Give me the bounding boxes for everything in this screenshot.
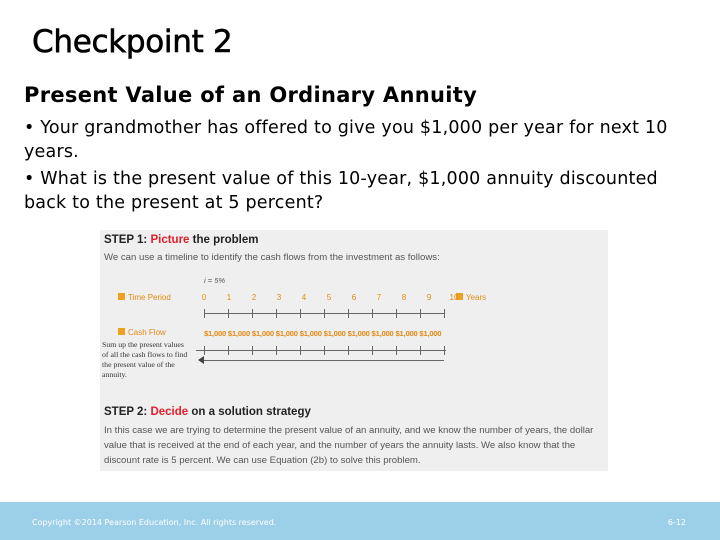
timeline-tick <box>348 309 349 318</box>
timeline-figure <box>100 230 608 471</box>
copyright-text: Copyright ©2014 Pearson Education, Inc. All rights reserved. <box>32 518 277 527</box>
period-2: 2 <box>251 293 257 302</box>
cash-flows: $1,000 $1,000 $1,000 $1,000 $1,000 $1,000 $1,000 $1,000 $1,000 $1,000 <box>204 329 442 338</box>
step1-rest: the problem <box>192 234 259 246</box>
pv-sum-line <box>196 350 446 351</box>
step2-heading <box>104 406 311 418</box>
time-period-label <box>118 293 171 302</box>
pv-tick <box>300 346 301 355</box>
pv-tick <box>252 346 253 355</box>
pv-tick <box>204 346 205 355</box>
bullet-1: • Your grandmother has offered to give you $1,000 per year for next 10 years. <box>24 118 668 162</box>
timeline-tick <box>228 309 229 318</box>
pv-tick <box>276 346 277 355</box>
pv-tick <box>396 346 397 355</box>
timeline-tick <box>252 309 253 318</box>
timeline-tick <box>396 309 397 318</box>
pv-tick <box>444 346 445 355</box>
timeline-tick <box>204 309 205 318</box>
period-10: 10 <box>449 293 459 302</box>
period-1: 1 <box>226 293 232 302</box>
interest-rate: i = 5% <box>204 276 226 285</box>
period-7: 7 <box>376 293 382 302</box>
pv-arrow-line <box>204 360 444 361</box>
slide-subtitle: Present Value of an Ordinary Annuity <box>24 83 478 107</box>
step2-rest: on a solution strategy <box>191 406 311 418</box>
period-8: 8 <box>401 293 407 302</box>
period-6: 6 <box>351 293 357 302</box>
period-9: 9 <box>426 293 432 302</box>
time-period-text: Time Period <box>128 293 171 302</box>
step1-label: STEP 1: <box>104 234 148 246</box>
pv-tick <box>372 346 373 355</box>
timeline-tick <box>324 309 325 318</box>
timeline-tick <box>276 309 277 318</box>
page-number: 6-12 <box>667 518 686 527</box>
slide-title: Checkpoint 2 <box>32 24 233 60</box>
step2-label: STEP 2: <box>104 406 148 418</box>
timeline-tick <box>372 309 373 318</box>
pv-tick <box>228 346 229 355</box>
timeline-tick <box>420 309 421 318</box>
arrow-left-icon <box>198 356 204 364</box>
years-text: Years <box>466 293 487 302</box>
pv-tick <box>324 346 325 355</box>
step2-text: In this case we are trying to determine the present value of an annuity, and we know the number of years, the dollar value that is received at the end of each year, and the number of years the annuity lasts. We also know that the discount rate is 5 percent. We can use Equation (2b) to solve this problem. <box>104 425 594 466</box>
bullet-2: • What is the present value of this 10-year, $1,000 annuity discounted back to the present at 5 percent? <box>24 169 658 213</box>
step1-heading <box>104 234 258 246</box>
cash-flow-label <box>118 328 166 337</box>
period-3: 3 <box>276 293 282 302</box>
pv-tick <box>420 346 421 355</box>
step1-accent: Picture <box>150 234 190 246</box>
period-0: 0 <box>201 293 207 302</box>
timeline-tick <box>300 309 301 318</box>
footer-bar <box>0 502 720 540</box>
cash-flow-text: Cash Flow <box>128 328 166 337</box>
step2-accent: Decide <box>150 406 189 418</box>
square-bullet-icon <box>118 293 125 300</box>
step1-text: We can use a timeline to identify the cash flows from the investment as follows: <box>104 252 440 263</box>
square-bullet-icon <box>118 328 125 335</box>
sum-note: Sum up the present values of all the cash flows to find the present value of the annuity. <box>102 340 188 379</box>
timeline-tick <box>444 309 445 318</box>
pv-tick <box>348 346 349 355</box>
period-5: 5 <box>326 293 332 302</box>
period-4: 4 <box>301 293 307 302</box>
